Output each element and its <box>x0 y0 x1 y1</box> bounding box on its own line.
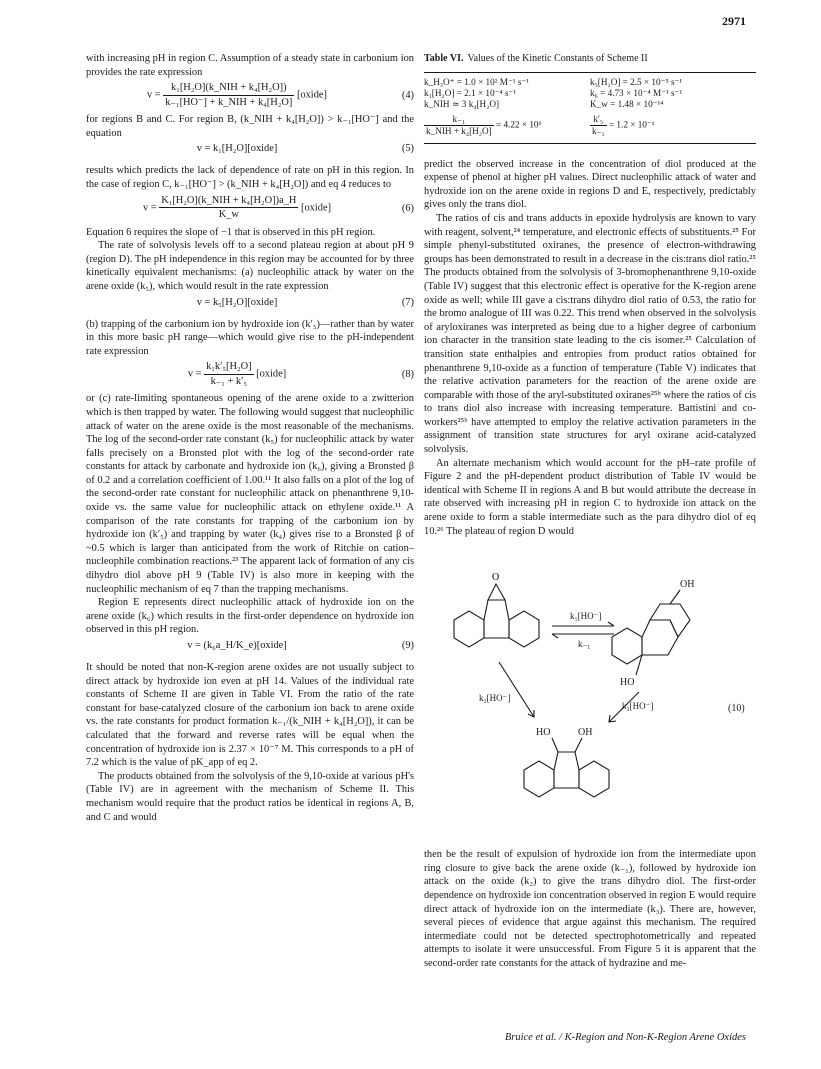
table-caption: Table VI. Values of the Kinetic Constants of Scheme II <box>424 53 648 64</box>
equation-number: (7) <box>401 296 414 308</box>
rate-label-k-1: k₋₁ <box>578 639 591 650</box>
paragraph: Region E represents direct nucleophilic attack of hydroxide ion on the arene oxide (k₆) which results in the first-order dependence on hydroxide ion observed in this pH region. <box>86 597 414 636</box>
rate-label-k1: k₁[HO⁻] <box>570 611 602 622</box>
paragraph: results which predicts the lack of dependence of rate on pH in this region. In the case of region C, k₋₁[HO⁻] > (k_NIH + k₄[H₂O]) and eq 4 reduces to <box>86 165 414 190</box>
equation-number: (5) <box>401 143 414 155</box>
equation-number: (8) <box>401 369 414 381</box>
paragraph: with increasing pH in region C. Assumption of a steady state in carbonium ion provides the rate expression <box>86 53 414 78</box>
central-ring <box>484 600 509 638</box>
equation-number: (10) <box>728 703 745 715</box>
oh-label: OH <box>680 579 695 591</box>
epoxide-bridge <box>488 584 505 600</box>
equation-9: v = (k₆a_H/K_e)[oxide] (9) <box>187 640 414 651</box>
paragraph: for regions B and C. For region B, (k_NIH + k₄[H₂O]) > k₋₁[HO⁻] and the equation <box>86 114 414 139</box>
table-left-column <box>424 77 590 137</box>
paragraph: The rate of solvolysis levels off to a second plateau region at about pH 9 (region D). The pH independence in this region may be accounted for by three kinetically equivalent mechanisms: (a) nucleophilic attack by water on the arene oxide (k₅), which would result in the rate expression <box>86 240 414 292</box>
left-column <box>86 52 414 824</box>
table-cell: k₆ = 4.73 × 10⁻⁴ M⁻¹ s⁻¹ <box>590 87 683 98</box>
equation-number: (6) <box>401 202 414 214</box>
benzene-ring <box>509 611 539 647</box>
paragraph: It should be noted that non-K-region arene oxides are not usually subject to direct attack by hydroxide ion even at pH 14. Values of the individual rate constants of Scheme II are given in Table VI. From the ratio of the rate constant for base-catalyzed closure of the carbonium ion back to arene oxide vs. the rate constants for product formation k₋₁/(k_NIH + k₄[H₂O]), it can be calculated that the forward and reverse rates will be equal when the concentration of hydroxide ion is 2.37 × 10⁻⁷ M. This corresponds to a pH of 7.2 which is the value of pK_app of eq 2. <box>86 662 414 769</box>
equation-number: (4) <box>401 90 414 102</box>
table-right-column <box>590 77 756 137</box>
bond-oh <box>670 590 680 604</box>
equation-5: v = k₁[H₂O][oxide] (5) <box>196 143 414 155</box>
eq4-denominator: k₋₁[HO⁻] + k_NIH + k₄[H₂O] <box>165 96 293 108</box>
paragraph: then be the result of expulsion of hydroxide ion from the intermediate upon ring closure to give back the arene oxide (k₋₁), followed by hydroxide ion attack on the oxide (k₂) to give the trans dihydro diol. The first-order dependence on hydroxide ion concentration observed in region E would require direct attack of hydroxide ion on the intermediate (k₃). There are, however, several pieces of evidence that argue against this mechanism. The required intermediate could not be detected spectrophotometrically and repeated attempts to isolate it were unsuccessful. From Figure 5 it is apparent that the second-order rate constants for the attack of hydrazine and me- <box>424 849 756 969</box>
rate-label-k3: k₃[HO⁻] <box>622 701 654 712</box>
bond-oh <box>575 738 582 752</box>
paragraph: The products obtained from the solvolysis of the 9,10-oxide at various pH's (Table IV) are in agreement with the mechanism of Scheme II. This mechanism would require that the product ratios be identical in regions A, B, and C and would <box>86 770 414 823</box>
paragraph: predict the observed increase in the concentration of diol produced at the expense of phenol at higher pH values. Direct nucleophilic attack of water and hydroxide ion on the arene oxide in regions D and E, respectively, predictably gives only the trans diol. <box>424 158 756 211</box>
benzene-ring <box>612 628 642 664</box>
benzene-ring <box>454 611 484 647</box>
table-cell: k₅[H₂O] = 2.5 × 10⁻⁵ s⁻¹ <box>590 76 683 87</box>
scheme-structures <box>424 542 756 842</box>
paragraph: The ratios of cis and trans adducts in epoxide hydrolysis are known to vary with reagent, solvent,²⁴ temperature, and electronic effects of substituents.²⁵ For simple phenyl-substituted oxiranes, the presence of electron-withdrawing groups has been demonstrated to result in a decrease in the cis:trans diol ratio.²⁵ The products obtained from the solvolysis of 3-bromophenanthrene 9,10-oxide (Table IV) suggest that this electronic effect is operative for the K-region arene oxide as well; while III gave a cis:trans dihydro diol ratio of 0.53, the ratio for the bromo analogue of III was 0.22. This trend when observed in the solvolysis of aryloxiranes was interpreted as being due to a higher degree of carbonium ion character in the transition state leading to the cis isomer.²⁵ Calculation of transition state enthalpies and entropies from product ratios obtained for phenanthrene 9,10-oxide as a function of temperature (Table V) indicates that the relative activation parameters for the reaction of the arene oxide are comparable with those of the aryl-substituted oxiranes²⁵ᵇ where the ratios of cis to trans diol also increase with increasing temperature. Battistini and co-workers²⁵ᵇ have attempted to employ the relative activation parameters in the assignment of transition state structures for aryl oxirane acid-catalyzed solvolysis. <box>424 212 756 456</box>
rate-label-k2: k₂[HO⁻] <box>479 693 511 704</box>
benzene-ring <box>524 761 554 797</box>
equation-7: v = k₅[H₂O][oxide] (7) <box>196 296 414 308</box>
benzene-ring <box>579 761 609 797</box>
bond-ho <box>552 738 558 752</box>
table-cell: k₁[H₂O] = 2.1 × 10⁻⁴ s⁻¹ <box>424 87 517 98</box>
table-cell: $\frac{\text{k′₅}}{\text{k₋₁}}$ = 1.2 × 10⁻¹ <box>592 113 655 136</box>
table-cell: $\frac{\text{k₋₁}}{\text{k\_NIH + k₄[H₂O]}}$ = 4.22 × 10⁶ <box>426 113 542 136</box>
paragraph: An alternate mechanism which would account for the pH–rate profile of Figure 2 and the pH-dependent product distribution of Table IV would be identical with Scheme II in regions A and B but would attribute the decrease in rate observed with increasing pH in region C to hydroxide ion attack on the arene oxide to form a stable intermediate such as the para dihydro diol of eq 10.²⁶ The plateau of region D would <box>424 457 756 537</box>
ho-label: HO <box>536 727 551 739</box>
equation-number: (9) <box>401 640 414 651</box>
table-cell: k_H₃O⁺ = 1.0 × 10² M⁻¹ s⁻¹ <box>424 76 530 87</box>
paragraph: Equation 6 requires the slope of −1 that is observed in this pH region. <box>86 226 376 238</box>
right-column <box>424 52 756 971</box>
central-ring <box>554 752 579 788</box>
k2-arrow <box>499 662 534 717</box>
ho-label: HO <box>620 677 635 689</box>
reaction-scheme-10 <box>424 542 756 842</box>
benzene-ring <box>650 604 690 637</box>
table-cell: k_NIH ≃ 3 k₄[H₂O] <box>424 98 500 109</box>
equation-8: v = $\frac{\text{k₁k′₅[H₂O]}}{\text{k₋₁ + k′₅}}$ [oxide] (8) <box>187 361 414 387</box>
eq4-numerator: k₁[H₂O](k_NIH + k₄[H₂O]) <box>163 81 294 96</box>
oh-label: OH <box>578 727 593 739</box>
kinetic-constants-table <box>424 72 756 144</box>
epoxide-oxygen: O <box>492 572 500 584</box>
running-footer: Bruice et al. / K-Region and Non-K-Region Arene Oxides <box>504 1032 746 1043</box>
equation-6: v = $\frac{\text{K₁[H₂O](k\_NIH + k₄[H₂O])a\_H}}{K\_w}$ [oxide] (6) <box>142 194 414 221</box>
paragraph: or (c) rate-limiting spontaneous opening of the arene oxide to a zwitterion which is then trapped by water. The following would suggest that nucleophilic attack of water on the arene oxide is the most reasonable of the mechanisms. The log of the second-order rate constant (k₅) for nucleophilic attack by water falls precisely on a Bronsted plot with the log of the second-order rate constants for attack by carbonate and hydroxide ion (k₆), giving a Bronsted β of 0.2 and a correlation coefficient of 1.00.¹¹ It also falls on a plot of the log of the second-order rate constant for nucleophilic attack on phenanthrene 9,10-oxide vs. the same value for nucleophilic attack on ethylene oxide.¹¹ A comparison of the rate constants for trapping of the carbonium ion by hydroxide ion (k′₅) and trapping by water (k₄) gives rise to a Bronsted β of ~0.5 which is larger than anticipated from the work of Ritchie on cation–nucleophile combination reactions.²³ The apparent lack of formation of any cis dihydro diol above pH 9 (Table IV) is also more in keeping with the nucleophilic mechanism of eq 7 than the trapping mechanisms. <box>86 393 414 595</box>
table-cell: K_w = 1.48 × 10⁻¹⁴ <box>590 98 664 109</box>
page-number: 2971 <box>722 14 746 28</box>
equation-4: v = $\frac{\text{k₁[H₂O](k\_NIH + k₄[H₂O])}}{\text{k₋₁[HO⁻] + k\_NIH + k₄[H₂O]}}$ [oxide] (4) <box>147 82 414 108</box>
paragraph: (b) trapping of the carbonium ion by hydroxide ion (k′₅)—rather than by water in this more basic pH range—which would give rise to the pH-independent rate expression <box>86 318 414 357</box>
